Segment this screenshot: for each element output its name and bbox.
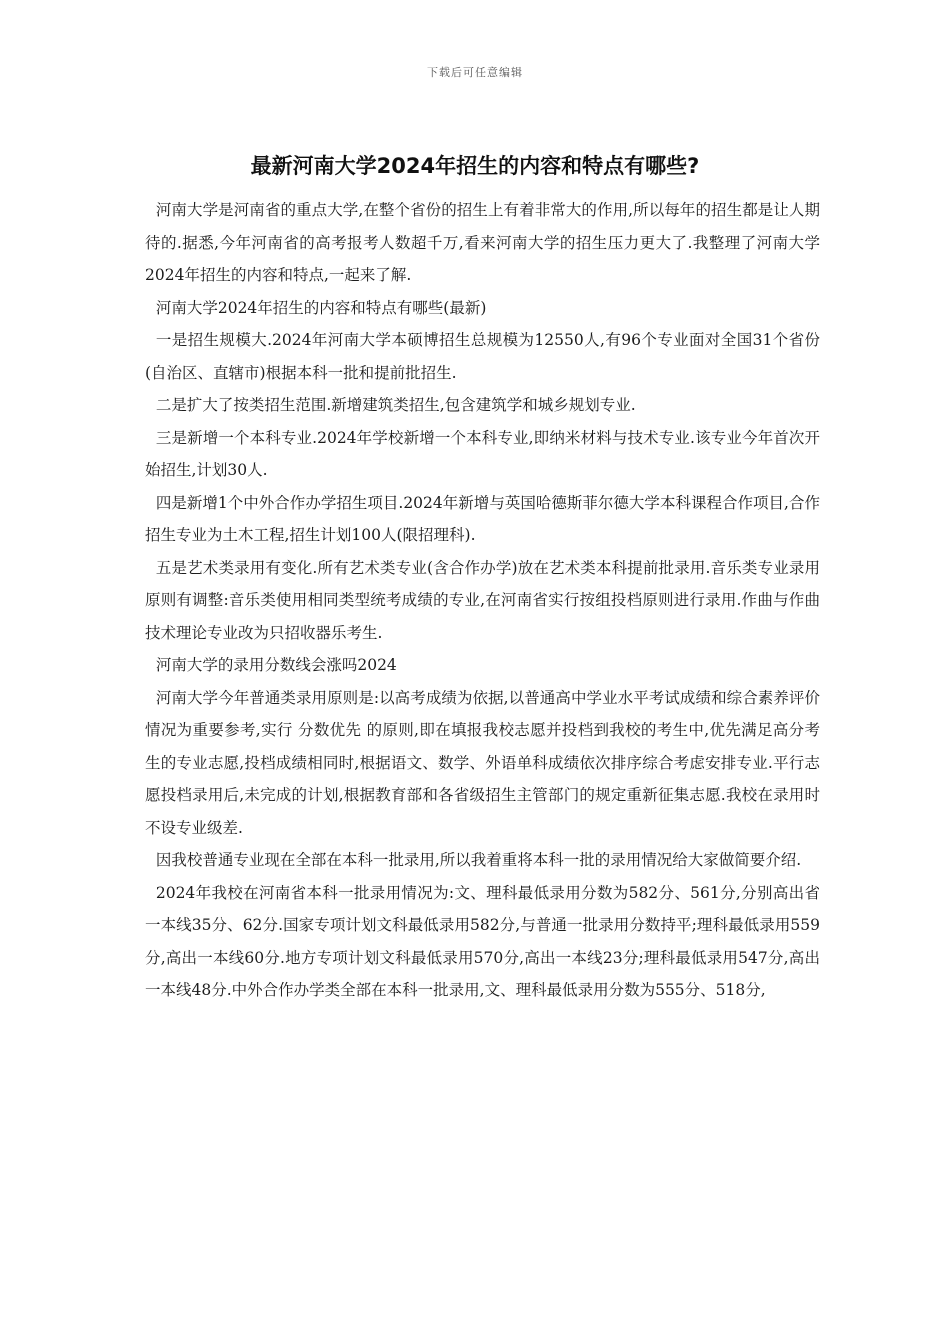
paragraph: 河南大学今年普通类录用原则是:以高考成绩为依据,以普通高中学业水平考试成绩和综合素养评价情况为重要参考,实行 分数优先 的原则,即在填报我校志愿并投档到我校的考生中,优先满足高分考生的专业志愿,投档成绩相同时,根据语文、数学、外语单科成绩依次排序综合考虑安排专业.平行志愿投档录用后,未完成的计划,根据教育部和各省级招生主管部门的规定重新征集志愿.我校在录用时不设专业级差. (145, 688, 820, 837)
paragraph: 三是新增一个本科专业.2024年学校新增一个本科专业,即纳米材料与技术专业.该专业今年首次开始招生,计划30人. (145, 428, 820, 479)
paragraph: 河南大学是河南省的重点大学,在整个省份的招生上有着非常大的作用,所以每年的招生都是让人期待的.据悉,今年河南省的高考报考人数超千万,看来河南大学的招生压力更大了.我整理了河南大学2024年招生的内容和特点,一起来了解. (145, 201, 820, 284)
paragraph: 四是新增1个中外合作办学招生项目.2024年新增与英国哈德斯菲尔德大学本科课程合作项目,合作招生专业为土木工程,招生计划100人(限招理科). (145, 493, 820, 544)
paragraph: 二是扩大了按类招生范围.新增建筑类招生,包含建筑学和城乡规划专业. (155, 396, 636, 414)
paragraph: 河南大学2024年招生的内容和特点有哪些(最新) (155, 298, 487, 317)
paragraph: 2024年我校在河南省本科一批录用情况为:文、理科最低录用分数为582分、561分,分别高出省一本线35分、62分.国家专项计划文科最低录用582分,与普通一批录用分数持平;理科最低录用559分,高出一本线60分.地方专项计划文科最低录用570分,高出一本线23分;理科最低录用547分,高出一本线48分.中外合作办学类全部在本科一批录用,文、理科最低录用分数为555分、518分, (145, 883, 820, 999)
document-body (145, 194, 820, 1007)
page-title: 最新河南大学2024年招生的内容和特点有哪些? (250, 154, 700, 178)
paragraph: 河南大学的录用分数线会涨吗2024 (155, 656, 397, 674)
paragraph: 一是招生规模大.2024年河南大学本硕博招生总规模为12550人,有96个专业面对全国31个省份(自治区、直辖市)根据本科一批和提前批招生. (145, 331, 820, 382)
paragraph: 五是艺术类录用有变化.所有艺术类专业(含合作办学)放在艺术类本科提前批录用.音乐类专业录用原则有调整:音乐类使用相同类型统考成绩的专业,在河南省实行按组投档原则进行录用.作曲与作曲技术理论专业改为只招收器乐考生. (145, 558, 820, 642)
header-note: 下载后可任意编辑 (427, 66, 523, 79)
paragraph: 因我校普通专业现在全部在本科一批录用,所以我着重将本科一批的录用情况给大家做简要介绍. (155, 851, 802, 869)
